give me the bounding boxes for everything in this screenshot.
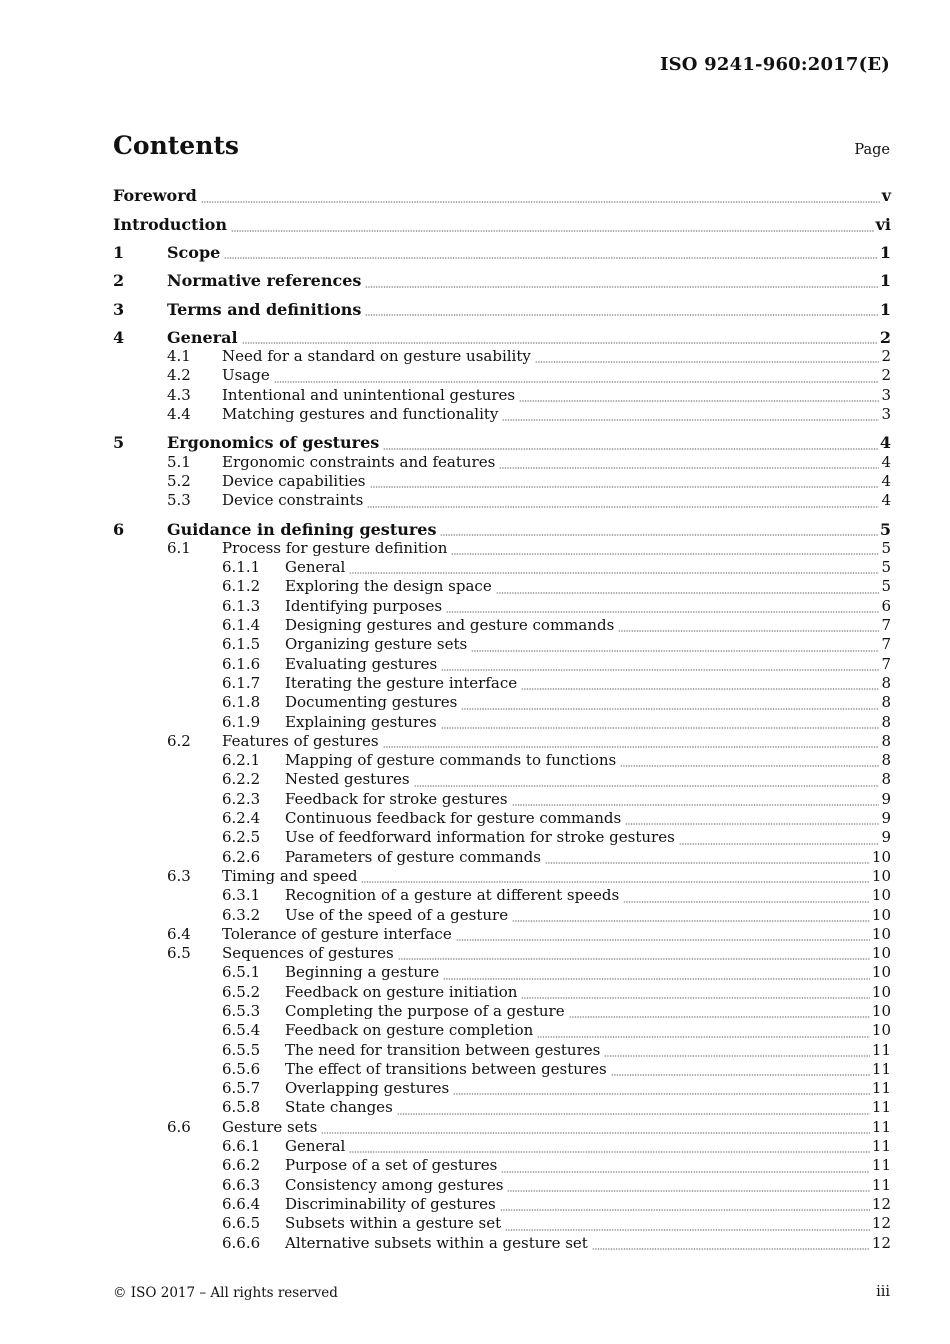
- toc-entry[interactable]: [113, 790, 891, 809]
- toc-entry[interactable]: [113, 271, 891, 290]
- toc-entry[interactable]: [113, 925, 891, 944]
- toc-entry[interactable]: [113, 1041, 891, 1060]
- toc-entry-title: Intentional and unintentional gestures: [222, 385, 516, 404]
- toc-entry-number: 3: [113, 299, 125, 319]
- toc-entry-page: 4: [881, 452, 891, 471]
- dot-leader: [545, 848, 870, 867]
- toc-entry-page: 11: [871, 1137, 891, 1156]
- toc-entry-page: 3: [881, 405, 891, 424]
- toc-entry[interactable]: [113, 963, 891, 982]
- toc-entry-title: Consistency among gestures: [285, 1175, 504, 1194]
- toc-entry-title: The need for transition between gestures: [285, 1040, 601, 1059]
- toc-entry-number: 6.5.2: [222, 982, 261, 1001]
- toc-entry-page: 10: [871, 886, 891, 905]
- toc-entry[interactable]: [113, 616, 891, 635]
- toc-entry-page: 1: [879, 243, 891, 262]
- toc-entry-page: 2: [879, 327, 891, 347]
- toc-entry-number: 5.2: [167, 471, 191, 490]
- dot-leader: [441, 655, 879, 674]
- dot-leader: [231, 215, 874, 235]
- toc-entry[interactable]: [113, 828, 891, 847]
- dot-leader: [679, 828, 880, 847]
- toc-entry-page: 5: [879, 519, 891, 539]
- toc-entry-page: 8: [881, 712, 891, 731]
- dot-leader: [505, 1214, 870, 1233]
- toc-entry-title: Mapping of gesture commands to functions: [285, 751, 617, 770]
- toc-entry-title: Nested gestures: [285, 770, 410, 789]
- toc-entry-number: 6.6.4: [222, 1194, 261, 1213]
- dot-leader: [592, 1234, 870, 1253]
- toc-entry-page: 11: [871, 1117, 891, 1136]
- toc-entry[interactable]: [113, 1002, 891, 1021]
- dot-leader: [456, 925, 870, 944]
- toc-entry-title: Device constraints: [222, 491, 364, 510]
- toc-entry[interactable]: [113, 243, 891, 262]
- toc-entry-number: 6.6.3: [222, 1175, 261, 1194]
- dot-leader: [414, 770, 880, 789]
- toc-entry[interactable]: [113, 770, 891, 789]
- toc-entry[interactable]: [113, 1079, 891, 1098]
- toc-entry-number: 5: [113, 433, 125, 453]
- toc-entry-title: Matching gestures and functionality: [222, 405, 499, 424]
- toc-entry-page: 1: [879, 271, 891, 291]
- toc-entry-number: 6.2.6: [222, 847, 261, 866]
- toc-entry[interactable]: [113, 597, 891, 616]
- toc-entry-page: 5: [881, 538, 891, 557]
- toc-entry[interactable]: [113, 693, 891, 712]
- toc-entry[interactable]: [113, 732, 891, 751]
- toc-entry-title: Feedback on gesture completion: [285, 1021, 534, 1040]
- dot-leader: [496, 577, 880, 596]
- toc-entry-title: Feedback on gesture initiation: [285, 982, 518, 1001]
- toc-entry-page: 10: [871, 1001, 891, 1020]
- toc-entry-page: 11: [871, 1059, 891, 1078]
- toc-entry-title: Beginning a gesture: [285, 963, 440, 982]
- toc-entry[interactable]: [113, 1214, 891, 1233]
- dot-leader: [367, 491, 879, 510]
- toc-entry-title: Completing the purpose of a gesture: [285, 1001, 565, 1020]
- toc-entry-page: 12: [871, 1233, 891, 1252]
- toc-entry-number: 6.1.1: [222, 558, 261, 577]
- toc-entry-page: 7: [881, 616, 891, 635]
- dot-leader: [370, 472, 880, 491]
- contents-title: Contents: [113, 131, 240, 160]
- toc-entry-title: General: [285, 1137, 346, 1156]
- dot-leader: [274, 366, 880, 385]
- toc-entry[interactable]: [113, 867, 891, 886]
- toc-entry-page: 11: [871, 1079, 891, 1098]
- dot-leader: [397, 1098, 870, 1117]
- toc-entry-number: 4.1: [167, 347, 191, 366]
- toc-entry-page: 10: [871, 1021, 891, 1040]
- toc-entry-page: 5: [881, 577, 891, 596]
- toc-entry[interactable]: [113, 848, 891, 867]
- toc-entry-title: Introduction: [113, 214, 227, 234]
- toc-entry-page: 6: [881, 596, 891, 615]
- toc-entry-page: 11: [871, 1098, 891, 1117]
- toc-entry-title: Device capabilities: [222, 471, 366, 490]
- toc-entry-page: 2: [881, 366, 891, 385]
- toc-entry-number: 4: [113, 327, 125, 347]
- toc-entry-title: Usage: [222, 366, 270, 385]
- toc-entry-page: 8: [881, 751, 891, 770]
- toc-entry[interactable]: [113, 1156, 891, 1175]
- toc-entry-title: Parameters of gesture commands: [285, 847, 541, 866]
- toc-entry-page: 12: [871, 1194, 891, 1213]
- dot-leader: [512, 906, 870, 925]
- toc-entry-number: 6.3: [167, 866, 191, 885]
- dot-leader: [440, 520, 877, 539]
- toc-entry[interactable]: [113, 186, 891, 215]
- toc-entry-title: Overlapping gestures: [285, 1079, 450, 1098]
- toc-entry-number: 6.6: [167, 1117, 191, 1136]
- toc-entry[interactable]: [113, 453, 891, 472]
- toc-entry-title: State changes: [285, 1098, 393, 1117]
- toc-entry-number: 5.3: [167, 491, 191, 510]
- toc-entry-number: 6.2.4: [222, 809, 261, 828]
- toc-entry-page: 10: [871, 982, 891, 1001]
- toc-entry-title: General: [167, 327, 238, 347]
- toc-entry-page: v: [881, 186, 891, 205]
- toc-entry-number: 6.6.1: [222, 1137, 261, 1156]
- dot-leader: [398, 944, 870, 963]
- toc-entry-page: 11: [871, 1040, 891, 1059]
- dot-leader: [569, 1002, 870, 1021]
- toc-entry[interactable]: [113, 674, 891, 693]
- dot-leader: [521, 674, 879, 693]
- dot-leader: [604, 1041, 870, 1060]
- toc-entry-title: Exploring the design space: [285, 577, 492, 596]
- toc-entry-number: 6.2.1: [222, 751, 261, 770]
- dot-leader: [535, 347, 880, 366]
- toc-entry-title: Evaluating gestures: [285, 654, 438, 673]
- toc-entry-title: Foreword: [113, 186, 197, 205]
- toc-entry-title: Use of the speed of a gesture: [285, 905, 509, 924]
- dot-leader: [242, 328, 878, 347]
- toc-entry-page: 10: [871, 963, 891, 982]
- toc-entry[interactable]: [113, 1021, 891, 1040]
- toc-entry-page: 5: [881, 558, 891, 577]
- toc-entry-page: 9: [881, 809, 891, 828]
- toc-entry[interactable]: [113, 751, 891, 770]
- toc-entry-title: Need for a standard on gesture usability: [222, 347, 531, 366]
- toc-entry-page: vi: [875, 214, 891, 234]
- dot-leader: [623, 886, 870, 905]
- dot-leader: [500, 1195, 870, 1214]
- toc-entry-title: Identifying purposes: [285, 596, 443, 615]
- toc-entry[interactable]: [113, 1137, 891, 1156]
- dot-leader: [471, 635, 879, 654]
- toc-entry-number: 6.2: [167, 731, 191, 750]
- toc-entry-title: Use of feedforward information for stroke gestures: [285, 828, 675, 847]
- toc-entry[interactable]: [113, 328, 891, 347]
- toc-entry-title: Ergonomic constraints and features: [222, 452, 496, 471]
- toc-entry-number: 4.2: [167, 366, 191, 385]
- toc-entry-title: Subsets within a gesture set: [285, 1214, 502, 1233]
- toc-entry-page: 2: [881, 347, 891, 366]
- toc-entry-number: 6.1: [167, 538, 191, 557]
- toc-entry-number: 6.1.6: [222, 654, 261, 673]
- toc-entry[interactable]: [113, 906, 891, 925]
- toc-entry-page: 8: [881, 673, 891, 692]
- toc-entry-title: Tolerance of gesture interface: [222, 924, 452, 943]
- toc-entry-number: 6.6.6: [222, 1233, 261, 1252]
- toc-entry-title: Explaining gestures: [285, 712, 437, 731]
- toc-entry-title: Process for gesture definition: [222, 538, 448, 557]
- toc-entry-page: 10: [871, 944, 891, 963]
- dot-leader: [365, 271, 877, 290]
- dot-leader: [453, 1079, 870, 1098]
- toc-entry-page: 10: [871, 847, 891, 866]
- toc-entry-number: 6.5.7: [222, 1079, 261, 1098]
- toc-entry-title: Sequences of gestures: [222, 944, 394, 963]
- toc-entry-number: 6.1.7: [222, 673, 261, 692]
- toc-entry-number: 1: [113, 243, 125, 262]
- toc-entry-number: 6.1.3: [222, 596, 261, 615]
- toc-entry-number: 6.1.9: [222, 712, 261, 731]
- toc-entry-title: Alternative subsets within a gesture set: [285, 1233, 588, 1252]
- toc-entry[interactable]: [113, 635, 891, 654]
- toc-entry[interactable]: [113, 366, 891, 385]
- toc-entry-page: 8: [881, 770, 891, 789]
- toc-entry-title: Ergonomics of gestures: [167, 433, 380, 453]
- toc-entry[interactable]: [113, 1118, 891, 1137]
- toc-entry[interactable]: [113, 433, 891, 452]
- toc-entry-page: 10: [871, 924, 891, 943]
- toc-entry-title: Guidance in defining gestures: [167, 519, 437, 539]
- toc-entry[interactable]: [113, 713, 891, 732]
- toc-entry-number: 2: [113, 271, 125, 291]
- copyright-notice: © ISO 2017 – All rights reserved: [113, 1285, 338, 1301]
- toc-entry-title: Scope: [167, 243, 221, 262]
- toc-entry-title: Feedback for stroke gestures: [285, 789, 508, 808]
- toc-entry[interactable]: [113, 558, 891, 577]
- toc-entry-number: 6.2.5: [222, 828, 261, 847]
- toc-entry[interactable]: [113, 539, 891, 558]
- toc-entry-page: 8: [881, 731, 891, 750]
- toc-entry-page: 9: [881, 828, 891, 847]
- dot-leader: [321, 1118, 870, 1137]
- dot-leader: [365, 300, 877, 319]
- toc-entry-number: 6.1.4: [222, 616, 261, 635]
- dot-leader: [361, 867, 869, 886]
- toc-entry-page: 11: [871, 1175, 891, 1194]
- toc-entry[interactable]: [113, 300, 891, 319]
- toc-entry-page: 7: [881, 654, 891, 673]
- toc-entry-number: 6.6.5: [222, 1214, 261, 1233]
- dot-leader: [611, 1060, 870, 1079]
- dot-leader: [537, 1021, 870, 1040]
- dot-leader: [512, 790, 880, 809]
- toc-entry-number: 5.1: [167, 452, 191, 471]
- toc-entry-number: 4.3: [167, 385, 191, 404]
- toc-entry-number: 6.5.6: [222, 1059, 261, 1078]
- toc-entry[interactable]: [113, 386, 891, 405]
- toc-entry-title: Recognition of a gesture at different speeds: [285, 886, 620, 905]
- table-of-contents: [113, 186, 891, 1253]
- toc-entry[interactable]: [113, 1098, 891, 1117]
- dot-leader: [441, 713, 880, 732]
- toc-entry-title: Features of gestures: [222, 731, 379, 750]
- toc-entry[interactable]: [113, 983, 891, 1002]
- dot-leader: [507, 1176, 869, 1195]
- toc-entry-title: Timing and speed: [222, 866, 358, 885]
- toc-entry-title: Gesture sets: [222, 1117, 318, 1136]
- dot-leader: [521, 983, 869, 1002]
- toc-entry-number: 6.5: [167, 944, 191, 963]
- dot-leader: [618, 616, 879, 635]
- toc-entry-title: Organizing gesture sets: [285, 635, 468, 654]
- page-column-label: Page: [854, 142, 890, 158]
- toc-entry-title: Terms and definitions: [167, 299, 362, 319]
- toc-entry-page: 12: [871, 1214, 891, 1233]
- toc-entry[interactable]: [113, 1234, 891, 1253]
- dot-leader: [461, 693, 879, 712]
- toc-entry[interactable]: [113, 215, 891, 244]
- toc-entry[interactable]: [113, 491, 891, 510]
- dot-leader: [502, 405, 879, 424]
- dot-leader: [224, 243, 878, 262]
- toc-entry-title: Documenting gestures: [285, 693, 458, 712]
- dot-leader: [201, 186, 880, 206]
- toc-entry-number: 6.4: [167, 924, 191, 943]
- toc-entry-title: Discriminability of gestures: [285, 1194, 496, 1213]
- dot-leader: [519, 386, 879, 405]
- toc-entry[interactable]: [113, 1060, 891, 1079]
- toc-entry-title: General: [285, 558, 346, 577]
- toc-entry-title: Purpose of a set of gestures: [285, 1156, 498, 1175]
- dot-leader: [349, 1137, 870, 1156]
- toc-entry[interactable]: [113, 347, 891, 366]
- dot-leader: [625, 809, 879, 828]
- toc-entry-page: 1: [879, 299, 891, 319]
- toc-entry-number: 6.5.4: [222, 1021, 261, 1040]
- dot-leader: [446, 597, 879, 616]
- toc-entry[interactable]: [113, 1176, 891, 1195]
- toc-entry-title: Designing gestures and gesture commands: [285, 616, 615, 635]
- toc-entry[interactable]: [113, 520, 891, 539]
- dot-leader: [383, 732, 880, 751]
- toc-entry-page: 4: [879, 433, 891, 453]
- toc-entry-number: 6.2.2: [222, 770, 261, 789]
- dot-leader: [499, 453, 879, 472]
- toc-entry[interactable]: [113, 655, 891, 674]
- toc-entry-page: 4: [881, 471, 891, 490]
- toc-entry-number: 6.5.1: [222, 963, 261, 982]
- toc-entry-number: 6.1.2: [222, 577, 261, 596]
- dot-leader: [620, 751, 879, 770]
- toc-entry-page: 3: [881, 385, 891, 404]
- toc-entry-number: 6.1.5: [222, 635, 261, 654]
- toc-entry[interactable]: [113, 405, 891, 424]
- toc-entry-page: 10: [871, 905, 891, 924]
- toc-entry-number: 6.3.1: [222, 886, 261, 905]
- toc-entry-page: 7: [881, 635, 891, 654]
- toc-entry-number: 6.5.8: [222, 1098, 261, 1117]
- toc-entry-title: Normative references: [167, 271, 362, 291]
- toc-entry-number: 4.4: [167, 405, 191, 424]
- toc-entry-title: The effect of transitions between gestures: [285, 1059, 607, 1078]
- dot-leader: [383, 433, 878, 452]
- toc-entry[interactable]: [113, 1195, 891, 1214]
- toc-entry[interactable]: [113, 472, 891, 491]
- page-number: iii: [876, 1284, 890, 1300]
- dot-leader: [349, 558, 879, 577]
- toc-entry-number: 6.6.2: [222, 1156, 261, 1175]
- standard-id: ISO 9241-960:2017(E): [659, 54, 890, 75]
- toc-entry-number: 6.5.3: [222, 1001, 261, 1020]
- toc-entry[interactable]: [113, 944, 891, 963]
- toc-entry-page: 10: [871, 866, 891, 885]
- toc-entry[interactable]: [113, 809, 891, 828]
- toc-entry-number: 6: [113, 519, 125, 539]
- toc-entry-number: 6.2.3: [222, 789, 261, 808]
- toc-entry[interactable]: [113, 886, 891, 905]
- toc-entry[interactable]: [113, 577, 891, 596]
- toc-entry-page: 8: [881, 693, 891, 712]
- toc-entry-page: 11: [871, 1156, 891, 1175]
- toc-entry-number: 6.5.5: [222, 1040, 261, 1059]
- toc-entry-title: Continuous feedback for gesture commands: [285, 809, 622, 828]
- dot-leader: [451, 539, 879, 558]
- dot-leader: [501, 1156, 870, 1175]
- toc-entry-number: 6.3.2: [222, 905, 261, 924]
- toc-entry-title: Iterating the gesture interface: [285, 673, 518, 692]
- toc-entry-page: 4: [881, 491, 891, 510]
- toc-entry-number: 6.1.8: [222, 693, 261, 712]
- toc-entry-page: 9: [881, 789, 891, 808]
- dot-leader: [443, 963, 870, 982]
